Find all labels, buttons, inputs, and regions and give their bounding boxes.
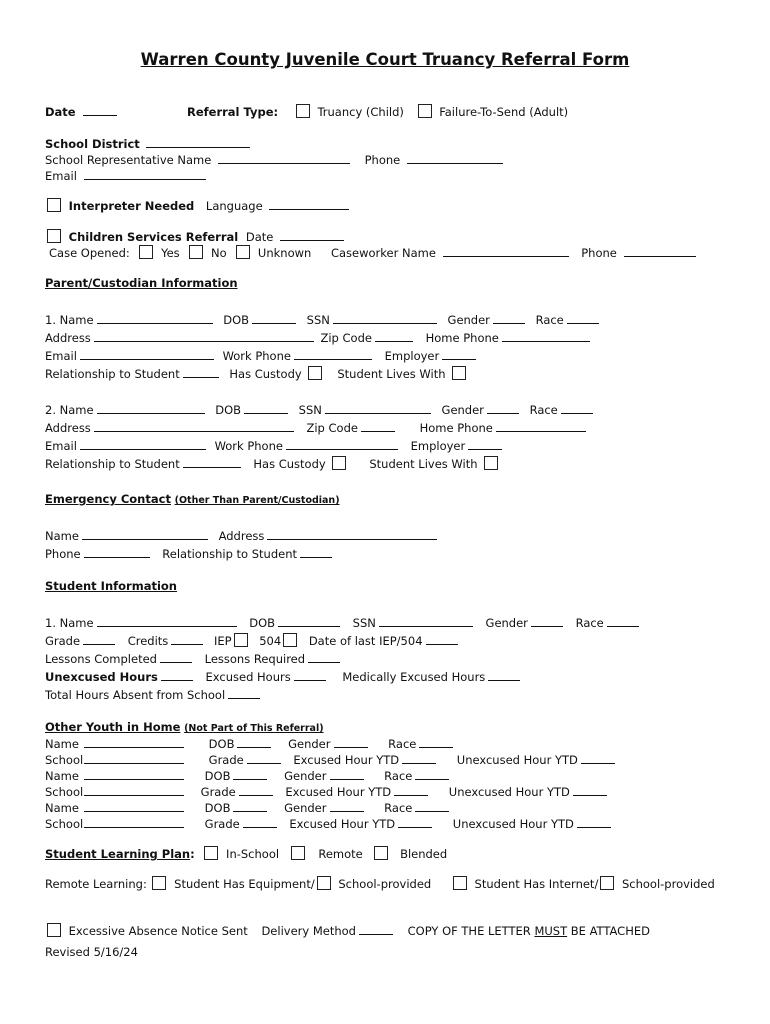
p2-home-phone-field[interactable] (496, 420, 586, 432)
student-iep-checkbox[interactable] (234, 633, 248, 647)
must-text: MUST (534, 924, 568, 938)
youth3-unexcused-label: Unexcused Hour YTD (452, 817, 574, 831)
case-yes-label: Yes (161, 246, 180, 260)
student-gender-field[interactable] (531, 615, 563, 627)
case-opened-label: Case Opened: (49, 246, 130, 260)
p2-custody-label: Has Custody (253, 457, 326, 471)
student-heading: Student Information (45, 579, 177, 593)
youth3-dob-field[interactable] (233, 800, 267, 812)
youth2-name-label: Name (45, 769, 79, 783)
has-equipment-checkbox[interactable] (152, 876, 166, 890)
youth1-school-row (45, 752, 618, 767)
p2-dob-field[interactable] (244, 402, 288, 414)
has-internet-checkbox[interactable] (453, 876, 467, 890)
remote-learning-row (45, 876, 715, 891)
youth1-school-label: School (45, 753, 84, 767)
caseworker-field[interactable] (443, 245, 569, 257)
student-credits-label: Credits (127, 634, 169, 648)
p1-race-field[interactable] (567, 312, 599, 324)
p2-dob-label: DOB (215, 403, 242, 417)
language-label: Language (205, 199, 263, 213)
student-row2 (45, 633, 461, 648)
school-rep-row (45, 152, 506, 167)
failure-to-send-label: Failure-To-Send (Adult) (439, 105, 569, 119)
school-rep-label: School Representative Name (45, 153, 212, 167)
blended-label: Blended (400, 847, 448, 861)
school-email-row (45, 168, 209, 183)
youth1-school-field[interactable] (84, 752, 184, 764)
date-row (45, 104, 120, 119)
lessons-completed-label: Lessons Completed (45, 652, 157, 666)
parent2-row4 (45, 456, 502, 471)
youth2-race-label: Race (384, 769, 413, 783)
parent2-row2 (45, 420, 589, 435)
emergency-row2 (45, 546, 335, 561)
youth2-school-row (45, 784, 610, 799)
student-iep-label: IEP (213, 634, 232, 648)
emergency-relationship-label: Relationship to Student (162, 547, 298, 561)
youth1-dob-label: DOB (208, 737, 235, 751)
case-no-label: No (210, 246, 227, 260)
p2-home-phone-label: Home Phone (419, 421, 493, 435)
revised-date: Revised 5/16/24 (45, 945, 138, 959)
referral-type-row (187, 104, 568, 119)
school-district-row (45, 136, 253, 151)
learning-plan-heading: Student Learning Plan (45, 847, 191, 861)
p1-work-phone-label: Work Phone (222, 349, 291, 363)
p1-relationship-field[interactable] (183, 366, 219, 378)
has-internet-label: Student Has Internet/ (474, 877, 599, 891)
p1-ssn-label: SSN (306, 313, 330, 327)
school-phone-label: Phone (364, 153, 401, 167)
date-field[interactable] (83, 104, 117, 116)
parent1-row2 (45, 330, 593, 345)
emergency-name-field[interactable] (82, 528, 208, 540)
youth3-dob-label: DOB (204, 801, 231, 815)
p2-relationship-label: Relationship to Student (45, 457, 180, 471)
p1-zip-field[interactable] (375, 330, 413, 342)
youth3-race-label: Race (384, 801, 413, 815)
p1-custody-label: Has Custody (229, 367, 302, 381)
in-school-checkbox[interactable] (204, 846, 218, 860)
lessons-required-field[interactable] (308, 651, 340, 663)
youth3-gender-field[interactable] (330, 800, 364, 812)
youth2-school-field[interactable] (84, 784, 184, 796)
youth1-name-label: Name (45, 737, 79, 751)
student-race-field[interactable] (607, 615, 639, 627)
p2-lives-with-label: Student Lives With (369, 457, 478, 471)
delivery-method-label: Delivery Method (261, 924, 356, 938)
equipment-school-provided-checkbox[interactable] (317, 876, 331, 890)
other-youth-heading: Other Youth in Home (45, 720, 181, 734)
case-no-checkbox[interactable] (189, 245, 203, 259)
children-services-row (45, 229, 347, 244)
student-credits-field[interactable] (171, 633, 203, 645)
youth2-unexcused-field[interactable] (573, 784, 607, 796)
p2-name-field[interactable] (97, 402, 205, 414)
student-last-iep-field[interactable] (426, 633, 458, 645)
youth1-excused-field[interactable] (402, 752, 436, 764)
language-field[interactable] (269, 198, 349, 210)
delivery-method-field[interactable] (359, 923, 393, 935)
youth2-grade-label: Grade (200, 785, 236, 799)
notice-sent-label: Excessive Absence Notice Sent (68, 924, 248, 938)
remote-label: Remote (318, 847, 363, 861)
youth1-grade-field[interactable] (247, 752, 281, 764)
excused-hours-label: Excused Hours (205, 670, 291, 684)
youth2-unexcused-label: Unexcused Hour YTD (448, 785, 570, 799)
p2-zip-field[interactable] (361, 420, 395, 432)
in-school-label: In-School (226, 847, 280, 861)
youth1-unexcused-label: Unexcused Hour YTD (456, 753, 578, 767)
notice-row (45, 923, 650, 938)
p2-work-phone-field[interactable] (286, 438, 398, 450)
student-dob-label: DOB (249, 616, 276, 630)
p2-race-field[interactable] (561, 402, 593, 414)
p1-ssn-field[interactable] (333, 312, 437, 324)
caseworker-phone-field[interactable] (624, 245, 696, 257)
emergency-phone-field[interactable] (84, 546, 150, 558)
youth2-excused-label: Excused Hour YTD (285, 785, 392, 799)
youth2-dob-field[interactable] (233, 768, 267, 780)
caseworker-phone-label: Phone (581, 246, 617, 260)
emergency-name-label: Name (45, 529, 79, 543)
p1-custody-checkbox[interactable] (308, 366, 322, 380)
youth1-gender-field[interactable] (334, 736, 368, 748)
youth3-grade-field[interactable] (243, 816, 277, 828)
youth1-name-field[interactable] (84, 736, 184, 748)
case-yes-checkbox[interactable] (139, 245, 153, 259)
p2-zip-label: Zip Code (306, 421, 358, 435)
school-rep-field[interactable] (218, 152, 350, 164)
student-gender-label: Gender (485, 616, 528, 630)
student-grade-field[interactable] (83, 633, 115, 645)
p2-employer-field[interactable] (468, 438, 502, 450)
equipment-school-provided-label: School-provided (338, 877, 432, 891)
interpreter-checkbox[interactable] (47, 198, 61, 212)
youth2-name-row (45, 768, 452, 783)
internet-school-provided-label: School-provided (621, 877, 715, 891)
youth3-school-label: School (45, 817, 84, 831)
total-absent-label: Total Hours Absent from School (45, 688, 226, 702)
date-label: Date (45, 105, 76, 119)
emergency-phone-label: Phone (45, 547, 81, 561)
other-youth-heading-row (45, 720, 324, 736)
youth2-school-label: School (45, 785, 84, 799)
p2-gender-label: Gender (441, 403, 484, 417)
youth3-gender-label: Gender (284, 801, 327, 815)
youth1-dob-field[interactable] (237, 736, 271, 748)
youth3-excused-label: Excused Hour YTD (289, 817, 396, 831)
youth2-name-field[interactable] (84, 768, 184, 780)
emergency-address-label: Address (218, 529, 265, 543)
lessons-completed-field[interactable] (160, 651, 192, 663)
p1-dob-label: DOB (223, 313, 250, 327)
p2-relationship-field[interactable] (183, 456, 241, 468)
other-youth-note: (Not Part of This Referral) (184, 723, 324, 734)
copy-letter-text: COPY OF THE LETTER (407, 924, 531, 938)
student-row5 (45, 687, 263, 702)
student-row1 (45, 615, 642, 630)
be-attached-text: BE ATTACHED (570, 924, 650, 938)
p1-home-phone-field[interactable] (502, 330, 590, 342)
parent1-row1 (45, 312, 602, 327)
learning-plan-row (45, 846, 447, 861)
has-equipment-label: Student Has Equipment/ (174, 877, 315, 891)
p1-address-field[interactable] (94, 330, 314, 342)
youth3-race-field[interactable] (415, 800, 449, 812)
lessons-required-label: Lessons Required (204, 652, 306, 666)
failure-to-send-checkbox[interactable] (418, 104, 432, 118)
student-race-label: Race (575, 616, 604, 630)
emergency-heading: Emergency Contact (45, 492, 171, 506)
youth2-dob-label: DOB (204, 769, 231, 783)
p2-email-label: Email (45, 439, 77, 453)
emergency-relationship-field[interactable] (300, 546, 332, 558)
learning-plan-colon: : (190, 847, 195, 861)
p1-lives-with-label: Student Lives With (337, 367, 446, 381)
youth2-race-field[interactable] (415, 768, 449, 780)
cs-date-field[interactable] (280, 229, 344, 241)
p2-address-field[interactable] (94, 420, 294, 432)
youth1-name-row (45, 736, 456, 751)
case-unknown-label: Unknown (257, 246, 312, 260)
student-504-label: 504 (259, 634, 282, 648)
interpreter-row (45, 198, 352, 213)
p2-work-phone-label: Work Phone (214, 439, 283, 453)
youth2-gender-label: Gender (284, 769, 327, 783)
school-phone-field[interactable] (407, 152, 503, 164)
student-dob-field[interactable] (278, 615, 340, 627)
p1-gender-label: Gender (447, 313, 490, 327)
youth3-unexcused-field[interactable] (577, 816, 611, 828)
case-opened-row (49, 245, 699, 260)
p1-gender-field[interactable] (493, 312, 525, 324)
emergency-heading-row (45, 492, 340, 508)
p1-home-phone-label: Home Phone (425, 331, 499, 345)
p1-employer-label: Employer (384, 349, 440, 363)
p2-lives-with-checkbox[interactable] (484, 456, 498, 470)
parent2-row1 (45, 402, 596, 417)
student-ssn-label: SSN (352, 616, 376, 630)
parent1-row3 (45, 348, 479, 363)
student-ssn-field[interactable] (379, 615, 473, 627)
emergency-note: (Other Than Parent/Custodian) (174, 495, 340, 506)
emergency-address-field[interactable] (267, 528, 437, 540)
parent1-row4 (45, 366, 470, 381)
p2-race-label: Race (529, 403, 558, 417)
unexcused-hours-label: Unexcused Hours (45, 670, 158, 684)
p1-name-field[interactable] (97, 312, 213, 324)
p2-ssn-label: SSN (298, 403, 322, 417)
p2-email-field[interactable] (80, 438, 206, 450)
student-grade-label: Grade (45, 634, 81, 648)
emergency-row1 (45, 528, 440, 543)
youth1-gender-label: Gender (288, 737, 331, 751)
student-last-iep-label: Date of last IEP/504 (308, 634, 423, 648)
p1-zip-label: Zip Code (320, 331, 372, 345)
children-services-checkbox[interactable] (47, 229, 61, 243)
medically-excused-label: Medically Excused Hours (342, 670, 486, 684)
p2-name-label: 2. Name (45, 403, 94, 417)
p1-dob-field[interactable] (252, 312, 296, 324)
p2-custody-checkbox[interactable] (332, 456, 346, 470)
youth2-excused-field[interactable] (394, 784, 428, 796)
youth2-gender-field[interactable] (330, 768, 364, 780)
p1-address-label: Address (45, 331, 91, 345)
total-absent-field[interactable] (228, 687, 260, 699)
p2-ssn-field[interactable] (325, 402, 431, 414)
parent2-row3 (45, 438, 505, 453)
p2-employer-label: Employer (410, 439, 466, 453)
interpreter-label: Interpreter Needed (68, 199, 195, 213)
school-district-label: School District (45, 137, 140, 151)
p1-email-field[interactable] (80, 348, 214, 360)
school-email-label: Email (45, 169, 77, 183)
youth3-name-field[interactable] (84, 800, 184, 812)
student-row4 (45, 669, 523, 684)
p1-email-label: Email (45, 349, 77, 363)
student-name-field[interactable] (97, 615, 237, 627)
school-district-field[interactable] (146, 136, 250, 148)
form-title: Warren County Juvenile Court Truancy Referral Form (140, 50, 630, 69)
p1-lives-with-checkbox[interactable] (452, 366, 466, 380)
remote-learning-label: Remote Learning: (45, 877, 147, 891)
unexcused-hours-field[interactable] (161, 669, 193, 681)
youth1-excused-label: Excused Hour YTD (293, 753, 400, 767)
p2-address-label: Address (45, 421, 91, 435)
student-row3 (45, 651, 343, 666)
caseworker-label: Caseworker Name (330, 246, 436, 260)
youth3-grade-label: Grade (204, 817, 240, 831)
medically-excused-field[interactable] (488, 669, 520, 681)
blended-checkbox[interactable] (374, 846, 388, 860)
cs-date-label: Date (245, 230, 274, 244)
excused-hours-field[interactable] (294, 669, 326, 681)
p2-gender-field[interactable] (487, 402, 519, 414)
internet-school-provided-checkbox[interactable] (600, 876, 614, 890)
youth1-grade-label: Grade (208, 753, 244, 767)
youth3-school-row (45, 816, 614, 831)
notice-sent-checkbox[interactable] (47, 923, 61, 937)
youth1-unexcused-field[interactable] (581, 752, 615, 764)
student-name-label: 1. Name (45, 616, 94, 630)
truancy-label: Truancy (Child) (317, 105, 404, 119)
referral-type-label: Referral Type: (187, 105, 279, 119)
p1-name-label: 1. Name (45, 313, 94, 327)
youth3-school-field[interactable] (84, 816, 184, 828)
children-services-label: Children Services Referral (68, 230, 239, 244)
remote-checkbox[interactable] (291, 846, 305, 860)
p1-relationship-label: Relationship to Student (45, 367, 180, 381)
youth1-race-field[interactable] (419, 736, 453, 748)
youth3-name-row (45, 800, 452, 815)
p1-work-phone-field[interactable] (294, 348, 372, 360)
youth2-grade-field[interactable] (239, 784, 273, 796)
case-unknown-checkbox[interactable] (236, 245, 250, 259)
p1-employer-field[interactable] (442, 348, 476, 360)
truancy-checkbox[interactable] (296, 104, 310, 118)
p1-race-label: Race (535, 313, 564, 327)
student-504-checkbox[interactable] (283, 633, 297, 647)
youth1-race-label: Race (388, 737, 417, 751)
youth3-excused-field[interactable] (398, 816, 432, 828)
parent-heading: Parent/Custodian Information (45, 276, 238, 290)
school-email-field[interactable] (84, 168, 206, 180)
youth3-name-label: Name (45, 801, 79, 815)
